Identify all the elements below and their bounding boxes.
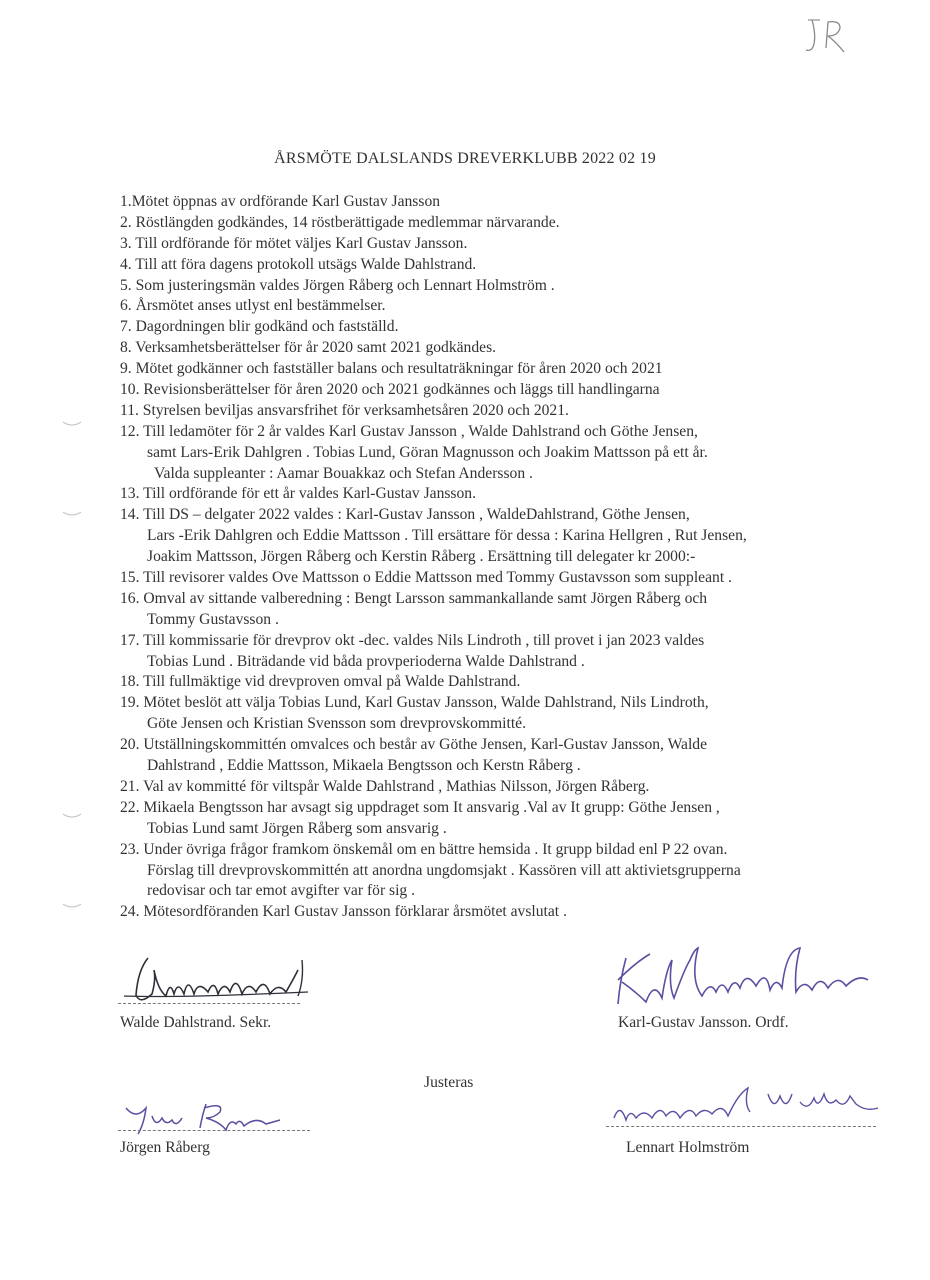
signature-line xyxy=(118,1003,300,1004)
list-item-continuation: Joakim Mattsson, Jörgen Råberg och Kerstin Råberg . Ersättning till delegater kr 2000:- xyxy=(147,548,696,566)
list-item-continuation: Tommy Gustavsson . xyxy=(147,610,279,628)
list-item: 1.Mötet öppnas av ordförande Karl Gustav Jansson xyxy=(120,193,441,210)
list-item: 13. Till ordförande för ett år valdes Karl-Gustav Jansson. xyxy=(120,485,476,503)
adjuster1-name: Jörgen Råberg xyxy=(120,1139,210,1156)
list-item: 21. Val av kommitté för viltspår Walde Dahlstrand , Mathias Nilsson, Jörgen Råberg. xyxy=(120,777,650,795)
list-item-continuation: samt Lars-Erik Dahlgren . Tobias Lund, Göran Magnusson och Joakim Mattsson på ett år. xyxy=(147,443,708,461)
list-item: 24. Mötesordföranden Karl Gustav Jansson förklarar årsmötet avslutat . xyxy=(120,903,567,921)
list-item: 10. Revisionsberättelser för åren 2020 och 2021 godkännes och läggs till handlingarna xyxy=(120,381,660,399)
list-item: 20. Utställningskommittén omvalces och består av Göthe Jensen, Karl-Gustav Jansson, Walde xyxy=(120,736,708,754)
secretary-name: Walde Dahlstrand. Sekr. xyxy=(120,1014,272,1031)
signature-line xyxy=(118,1130,310,1131)
list-item: 8. Verksamhetsberättelser för år 2020 samt 2021 godkändes. xyxy=(120,339,497,357)
list-item-continuation: Tobias Lund . Biträdande vid båda provperioderna Walde Dahlstrand . xyxy=(147,652,585,670)
list-item: 22. Mikaela Bengtsson har avsagt sig uppdraget som It ansvarig .Val av It grupp: Göthe Jensen , xyxy=(120,798,720,816)
signature-line xyxy=(606,1126,876,1127)
list-item: 4. Till att föra dagens protokoll utsägs Walde Dahlstrand. xyxy=(120,255,477,273)
list-item-continuation: Förslag till drevprovskommittén att anordna ungdomsjakt . Kassören vill att aktivietsgrupperna xyxy=(147,861,741,879)
list-item-continuation: Göte Jensen och Kristian Svensson som drevprovskommitté. xyxy=(147,715,526,733)
list-item: 18. Till fullmäktige vid drevproven omval på Walde Dahlstrand. xyxy=(120,673,521,691)
list-item: 9. Mötet godkänner och fastställer balans och resultaträkningar för åren 2020 och 2021 xyxy=(120,360,663,378)
list-item: 5. Som justeringsmän valdes Jörgen Råberg och Lennart Holmström . xyxy=(120,276,555,294)
punch-mark xyxy=(62,510,82,518)
list-item-continuation: Tobias Lund samt Jörgen Råberg som ansvarig . xyxy=(147,819,447,837)
justeras-label: Justeras xyxy=(424,1074,474,1091)
chair-signature xyxy=(606,940,876,1020)
adjuster1-signature xyxy=(116,1094,316,1138)
list-item: 6. Årsmötet anses utlyst enl bestämmelser. xyxy=(120,297,386,315)
list-item-continuation: redovisar och tar emot avgifter var för sig . xyxy=(147,882,416,900)
list-item-continuation: Dahlstrand , Eddie Mattsson, Mikaela Bengtsson och Kerstn Råberg . xyxy=(147,757,581,775)
adjuster2-signature xyxy=(604,1082,894,1130)
chair-name: Karl-Gustav Jansson. Ordf. xyxy=(618,1014,789,1031)
punch-mark xyxy=(62,812,82,820)
secretary-signature xyxy=(118,950,318,1010)
list-item-continuation: Lars -Erik Dahlgren och Eddie Mattsson . Till ersättare för dessa : Karina Hellgren , Rut Jensen, xyxy=(147,527,747,545)
list-item: 16. Omval av sittande valberedning : Bengt Larsson sammankallande samt Jörgen Råberg och xyxy=(120,589,708,607)
list-item: 12. Till ledamöter för 2 år valdes Karl Gustav Jansson , Walde Dahlstrand och Göthe Jensen, xyxy=(120,422,698,440)
list-item: 23. Under övriga frågor framkom önskemål om en bättre hemsida . It grupp bildad enl P 22 ovan. xyxy=(120,840,728,858)
handwritten-initials xyxy=(800,14,860,58)
list-item: 19. Mötet beslöt att välja Tobias Lund, Karl Gustav Jansson, Walde Dahlstrand, Nils Lindroth, xyxy=(120,694,709,712)
list-item: 14. Till DS – delgater 2022 valdes : Karl-Gustav Jansson , WaldeDahlstrand, Göthe Jensen, xyxy=(120,506,690,524)
list-item: 17. Till kommissarie för drevprov okt -dec. valdes Nils Lindroth , till provet i jan 2023 valdes xyxy=(120,631,705,649)
list-item: 7. Dagordningen blir godkänd och fastställd. xyxy=(120,318,399,336)
punch-mark xyxy=(62,902,82,910)
minutes-list xyxy=(120,192,880,923)
list-item: 15. Till revisorer valdes Ove Mattsson o Eddie Mattsson med Tommy Gustavsson som suppleant . xyxy=(120,569,732,587)
list-item: 3. Till ordförande för mötet väljes Karl Gustav Jansson. xyxy=(120,234,468,252)
list-item: 11. Styrelsen beviljas ansvarsfrihet för verksamhetsåren 2020 och 2021. xyxy=(120,401,569,419)
adjuster2-name: Lennart Holmström xyxy=(626,1139,750,1156)
document-title: ÅRSMÖTE DALSLANDS DREVERKLUBB 2022 02 19 xyxy=(274,150,656,167)
list-item-continuation: Valda suppleanter : Aamar Bouakkaz och Stefan Andersson . xyxy=(154,464,533,482)
punch-mark xyxy=(62,420,82,428)
list-item: 2. Röstlängden godkändes, 14 röstberättigade medlemmar närvarande. xyxy=(120,213,560,231)
